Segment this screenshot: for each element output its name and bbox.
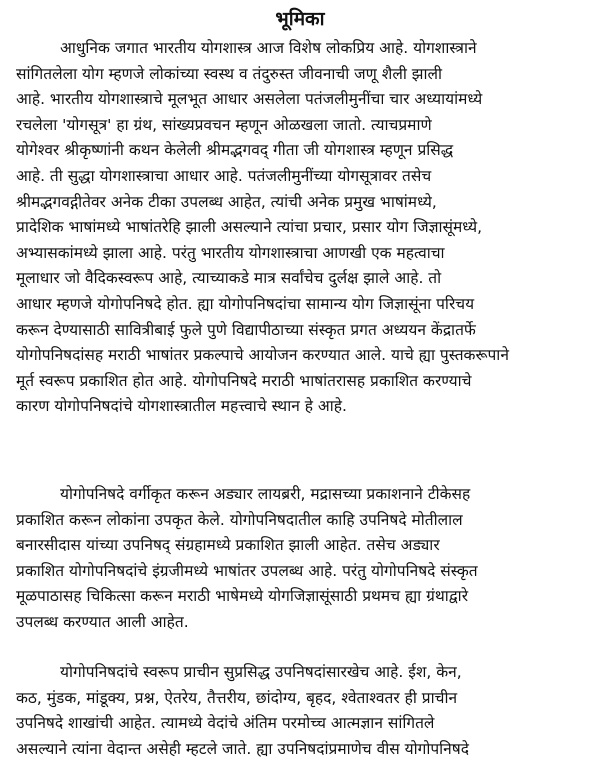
text-line: योगोपनिषदांचे स्वरूप प्राचीन सुप्रसिद्ध उपनिषदांसारखेच आहे. ईश, केन, xyxy=(60,663,462,681)
paragraph-1 xyxy=(16,36,588,420)
text-line: बनारसीदास यांच्या उपनिषद् संग्रहामध्ये प्रकाशित झाली आहेत. तसेच अड्यार xyxy=(16,536,440,555)
text-line: कठ, मुंडक, मांडूक्य, प्रश्न, ऐतरेय, तैत्तरीय, छांदोग्य, बृहद, श्वेताश्वतर ही प्राचीन xyxy=(16,688,458,707)
text-line: आधार म्हणजे योगोपनिषदे होत. ह्या योगोपनिषदांचा सामान्य योग जिज्ञासूंना परिचय xyxy=(16,294,475,313)
text-line: रचलेला 'योगसूत्र' हा ग्रंथ, सांख्यप्रवचन म्हणून ओळखला जातो. त्याचप्रमाणे xyxy=(16,115,432,134)
text-line: प्रकाशित करून लोकांना उपकृत केले. योगोपनिषदातील काहि उपनिषदे मोतीलाल xyxy=(16,510,463,529)
text-line: उपनिषदे शाखांची आहेत. त्यामध्ये वेदांचे अंतिम परमोच्च आत्मज्ञान सांगितले xyxy=(16,714,435,733)
paragraph-3 xyxy=(16,660,588,762)
text-line: प्रकाशित योगोपनिषदांचे इंग्रजीमध्ये भाषांतर उपलब्ध आहे. परंतु योगोपनिषदे संस्कृत xyxy=(16,561,478,580)
text-line: प्रादेशिक भाषांमध्ये भाषांतरेहि झाली असल्याने त्यांचा प्रचार, प्रसार योग जिज्ञासूंमध्ये, xyxy=(16,218,483,237)
text-line: योगेश्वर श्रीकृष्णांनी कथन केलेली श्रीमद्भगवद् गीता जी योगशास्त्र म्हणून प्रसिद्ध xyxy=(16,141,454,160)
text-line: करून देण्यासाठी सावित्रीबाई फुले पुणे विद्यापीठाच्या संस्कृत प्रगत अध्ययन केंद्रातर्फे xyxy=(16,320,476,339)
text-line: आधुनिक जगात भारतीय योगशास्त्र आज विशेष लोकप्रिय आहे. योगशास्त्राने xyxy=(60,39,477,57)
text-line: मूलाधार जो वैदिकस्वरूप आहे, त्याच्याकडे मात्र सर्वांचेच दुर्लक्ष झाले आहे. तो xyxy=(16,269,442,288)
text-line: कारण योगोपनिषदांचे योगशास्त्रातील महत्त्वाचे स्थान हे आहे. xyxy=(16,397,347,416)
text-line: मूर्त स्वरूप प्रकाशित होत आहे. योगोपनिषदे मराठी भाषांतरासह प्रकाशित करण्याचे xyxy=(16,371,472,390)
text-line: योगोपनिषदे वर्गीकृत करून अड्यार लायब्ररी, मद्रासच्या प्रकाशनाने टीकेसह xyxy=(60,485,471,503)
text-line: योगोपनिषदांसह मराठी भाषांतर प्रकल्पाचे आयोजन करण्यात आले. याचे ह्या पुस्तकरूपाने xyxy=(16,346,509,365)
text-line: सांगितलेला योग म्हणजे लोकांच्या स्वस्थ व तंदुरुस्त जीवनाची जणू शैली झाली xyxy=(16,64,443,83)
text-line: उपलब्ध करण्यात आली आहेत. xyxy=(16,612,189,631)
text-line: असल्याने त्यांना वेदान्त असेही म्हटले जाते. ह्या उपनिषदांप्रमाणेच वीस योगोपनिषदे xyxy=(16,739,469,758)
text-line: आहे. भारतीय योगशास्त्राचे मूलभूत आधार असलेला पतंजलीमुनींचा चार अध्यायांमध्ये xyxy=(16,90,483,109)
page-heading: भूमिका xyxy=(275,8,325,30)
paragraph-2 xyxy=(16,482,588,636)
text-line: मूळपाठासह चिकित्सा करून मराठी भाषेमध्ये योगजिज्ञासूंसाठी प्रथमच ह्या ग्रंथाद्वारे xyxy=(16,587,469,606)
text-line: श्रीमद्भगवद्गीतेवर अनेक टीका उपलब्ध आहेत, त्यांची अनेक प्रमुख भाषांमध्ये, xyxy=(16,192,437,211)
text-line: अभ्यासकांमध्ये झाला आहे. परंतु भारतीय योगशास्त्राचा आणखी एक महत्वाचा xyxy=(16,243,445,262)
text-line: आहे. ती सुद्धा योगशास्त्राचा आधार आहे. पतंजलीमुनींच्या योगसूत्रावर तसेच xyxy=(16,166,432,185)
